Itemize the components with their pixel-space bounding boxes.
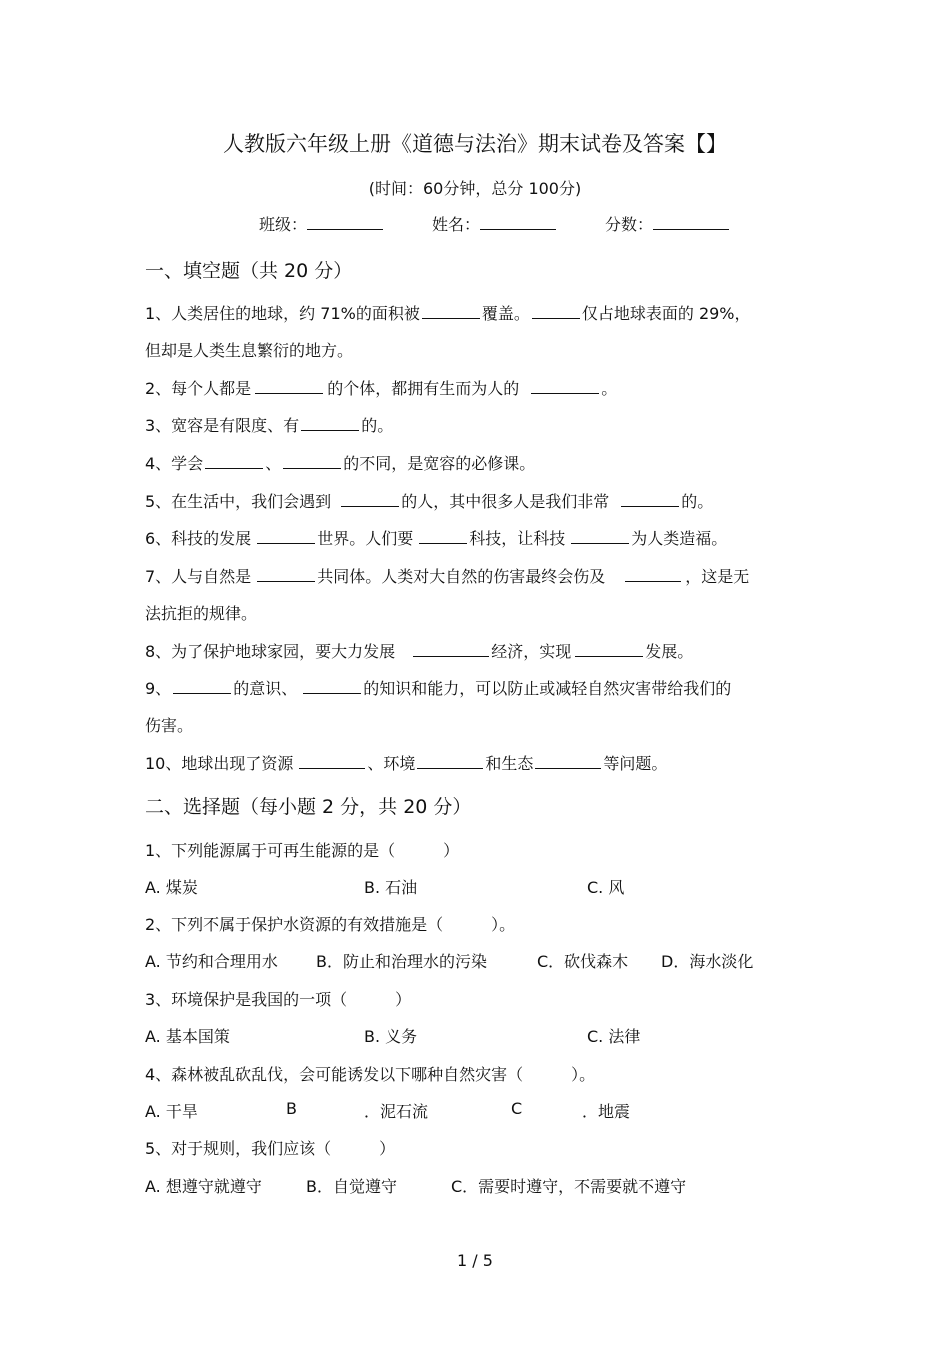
answer-blank	[413, 642, 489, 657]
score-field	[605, 212, 729, 235]
option-a: A. 基本国策	[145, 1027, 230, 1046]
mc-question-2-options	[0, 949, 950, 971]
mc-question-2: 2、下列不属于保护水资源的有效措施是（ ）。	[145, 915, 516, 934]
option-c-text: ．地震	[582, 1102, 631, 1121]
question-2: 2、每个人都是 的个体，都拥有生而为人的 。	[145, 379, 618, 398]
option-b-text: ．泥石流	[364, 1102, 429, 1121]
option-a: A. 想遵守就遵守	[145, 1177, 262, 1196]
answer-blank	[341, 492, 399, 507]
option-b: B. 石油	[364, 878, 418, 897]
option-a: A. 干旱	[145, 1102, 198, 1121]
answer-blank	[535, 754, 601, 769]
answer-blank	[532, 304, 580, 319]
answer-blank	[571, 529, 629, 544]
question-5: 5、在生活中，我们会遇到 的人，其中很多人是我们非常 的。	[145, 492, 714, 511]
mc-question-1-options	[0, 875, 950, 897]
question-4: 4、学会 、 的不同，是宽容的必修课。	[145, 454, 536, 473]
question-6: 6、科技的发展 世界。人们要 科技，让科技 为人类造福。	[145, 529, 728, 548]
option-c: C．需要时遵守，不需要就不遵守	[451, 1177, 687, 1196]
option-b: B. 义务	[364, 1027, 418, 1046]
option-b-letter: B	[286, 1099, 297, 1118]
answer-blank	[255, 379, 323, 394]
answer-blank	[625, 567, 681, 582]
answer-blank	[301, 416, 359, 431]
answer-blank	[173, 679, 231, 694]
answer-blank	[303, 679, 361, 694]
option-b: B．自觉遵守	[306, 1177, 397, 1196]
option-a: A. 煤炭	[145, 878, 198, 897]
class-label: 班级：	[259, 215, 308, 234]
question-1: 1、人类居住的地球，约 71%的面积被 覆盖。 仅占地球表面的 29%，	[145, 304, 751, 323]
option-c: C. 风	[587, 878, 625, 897]
score-blank	[653, 215, 729, 230]
question-10: 10、地球出现了资源 、环境 和生态 等问题。	[145, 754, 668, 773]
question-7-continued: 法抗拒的规律。	[145, 604, 258, 623]
page-title: 人教版六年级上册《道德与法治》期末试卷及答案【】	[223, 132, 727, 156]
option-c: C. 法律	[587, 1027, 641, 1046]
answer-blank	[531, 379, 599, 394]
class-field	[259, 212, 383, 235]
mc-question-5: 5、对于规则，我们应该（ ）	[145, 1139, 396, 1158]
question-3: 3、宽容是有限度、有 的。	[145, 416, 394, 435]
question-9: 9、 的意识、 的知识和能力，可以防止或减轻自然灾害带给我们的	[145, 679, 732, 698]
question-9-continued: 伤害。	[145, 716, 194, 735]
option-a: A. 节约和合理用水	[145, 952, 278, 971]
section-heading-fill-in: 一、填空题（共 20 分）	[145, 260, 353, 282]
name-blank	[480, 215, 556, 230]
mc-question-4: 4、森林被乱砍乱伐，会可能诱发以下哪种自然灾害（ ）。	[145, 1065, 596, 1084]
mc-question-3: 3、环境保护是我国的一项（ ）	[145, 990, 412, 1009]
answer-blank	[419, 529, 467, 544]
answer-blank	[299, 754, 365, 769]
question-8: 8、为了保护地球家园，要大力发展 经济，实现 发展。	[145, 642, 694, 661]
answer-blank	[205, 454, 263, 469]
mc-question-1: 1、下列能源属于可再生能源的是（ ）	[145, 841, 460, 860]
option-c: C．砍伐森木	[537, 952, 629, 971]
option-b: B．防止和治理水的污染	[316, 952, 487, 971]
score-label: 分数：	[605, 215, 654, 234]
mc-question-4-options	[0, 1099, 950, 1121]
answer-blank	[417, 754, 483, 769]
answer-blank	[257, 567, 315, 582]
mc-question-3-options	[0, 1024, 950, 1046]
question-7: 7、人与自然是 共同体。人类对大自然的伤害最终会伤及 ，这是无	[145, 567, 750, 586]
answer-blank	[422, 304, 480, 319]
option-d: D．海水淡化	[661, 952, 754, 971]
class-blank	[307, 215, 383, 230]
answer-blank	[257, 529, 315, 544]
exam-meta: (时间：60分钟，总分 100分)	[368, 179, 582, 198]
name-field	[432, 212, 556, 235]
answer-blank	[575, 642, 643, 657]
page-number: 1 / 5	[457, 1251, 493, 1270]
answer-blank	[621, 492, 679, 507]
mc-question-5-options	[0, 1174, 950, 1196]
answer-blank	[283, 454, 341, 469]
name-label: 姓名：	[432, 215, 481, 234]
question-1-continued: 但却是人类生息繁衍的地方。	[145, 341, 354, 360]
section-heading-choice: 二、选择题（每小题 2 分，共 20 分）	[145, 796, 472, 818]
option-c-letter: C	[511, 1099, 523, 1118]
